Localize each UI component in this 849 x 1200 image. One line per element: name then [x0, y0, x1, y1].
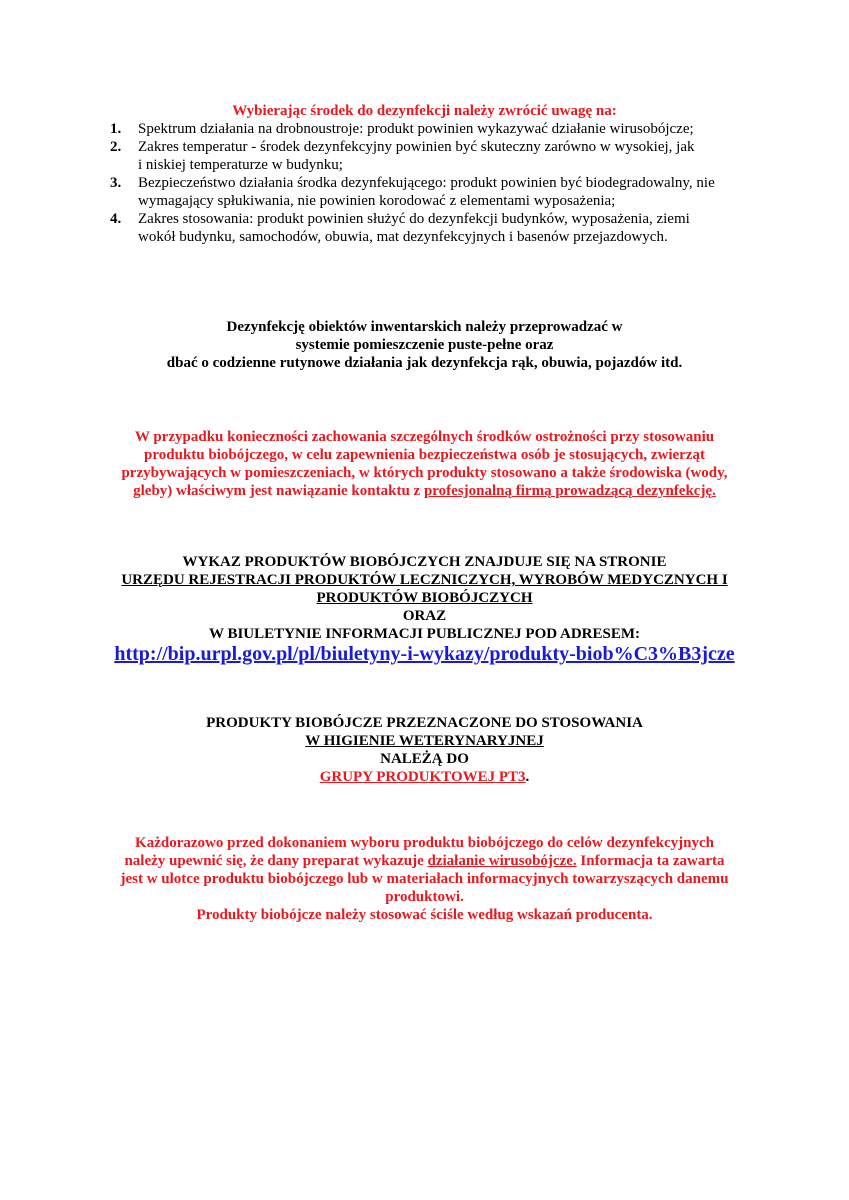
- pt3-line: PRODUKTY BIOBÓJCZE PRZEZNACZONE DO STOSOWANIA: [206, 715, 643, 731]
- warning-line: [0, 482, 849, 500]
- warning-line: produktu biobójczego, w celu zapewnienia bezpieczeństwa osób je stosujących, zwierząt: [144, 447, 705, 463]
- register-line: WYKAZ PRODUKTÓW BIOBÓJCZYCH ZNAJDUJE SIĘ NA STRONIE: [182, 554, 667, 570]
- disinfection-line: dbać o codzienne rutynowe działania jak dezynfekcja rąk, obuwia, pojazdów itd.: [166, 355, 683, 371]
- list-item: [110, 210, 747, 246]
- warning-line-text: gleby) właściwym jest nawiązanie kontaktu z: [133, 483, 424, 499]
- register-office-name: URZĘDU REJESTRACJI PRODUKTÓW LECZNICZYCH, WYROBÓW MEDYCZNYCH I: [121, 572, 728, 588]
- warning-line: przybywających w pomieszczeniach, w których produkty stosowano a także środowiska (wody,: [121, 465, 728, 481]
- list-item-text: i niskiej temperaturze w budynku;: [138, 157, 343, 173]
- list-item: [110, 120, 747, 138]
- register-line: W BIULETYNIE INFORMACJI PUBLICZNEJ POD ADRESEM:: [208, 626, 641, 642]
- pt3-group-name: GRUPY PRODUKTOWEJ PT3: [319, 769, 526, 785]
- list-item-text: Zakres stosowania: produkt powinien służyć do dezynfekcji budynków, wyposażenia, ziemi: [138, 211, 690, 227]
- pt3-line: [0, 768, 849, 786]
- final-line-text: Informacja ta zawarta: [576, 853, 725, 869]
- list-item-number: 3.: [110, 175, 122, 191]
- list-item: [110, 174, 747, 210]
- disinfection-line: systemie pomieszczenie puste-pełne oraz: [295, 337, 554, 353]
- warning-paragraph: [0, 428, 849, 500]
- final-line-text: należy upewnić się, że dany preparat wykazuje: [124, 853, 428, 869]
- list-item-text: Bezpieczeństwo działania środka dezynfekującego: produkt powinien być biodegradowalny, nie: [138, 175, 715, 191]
- list-item: [110, 138, 747, 174]
- pt3-paragraph: [0, 714, 849, 786]
- virucidal-action-text: działanie wirusobójcze.: [427, 853, 577, 869]
- final-line: jest w ulotce produktu biobójczego lub w materiałach informacyjnych towarzyszących danemu: [120, 871, 729, 887]
- list-item-number: 1.: [110, 121, 122, 137]
- disinfection-paragraph: [0, 318, 849, 372]
- list-item-text: Zakres temperatur - środek dezynfekcyjny powinien być skuteczny zarówno w wysokiej, jak: [138, 139, 695, 155]
- list-item-text: wymagający spłukiwania, nie powinien korodować z elementami wyposażenia;: [138, 193, 616, 209]
- final-line: [0, 852, 849, 870]
- list-item-text: Spektrum działania na drobnoustroje: produkt powinien wykazywać działanie wirusobójcze;: [138, 121, 694, 137]
- selection-title: Wybierając środek do dezynfekcji należy zwrócić uwagę na:: [232, 103, 617, 119]
- final-line: Każdorazowo przed dokonaniem wyboru produktu biobójczego do celów dezynfekcyjnych: [135, 835, 714, 851]
- list-item-text: wokół budynku, samochodów, obuwia, mat dezynfekcyjnych i basenów przejazdowych.: [138, 229, 668, 245]
- register-link[interactable]: http://bip.urpl.gov.pl/pl/biuletyny-i-wykazy/produkty-biob%C3%B3jcze: [114, 643, 735, 665]
- register-office-name: PRODUKTÓW BIOBÓJCZYCH: [316, 590, 533, 606]
- pt3-line: NALEŻĄ DO: [380, 751, 469, 767]
- final-line: Produkty biobójcze należy stosować ściśle według wskazań producenta.: [196, 907, 653, 923]
- register-paragraph: [0, 553, 849, 643]
- warning-line: W przypadku konieczności zachowania szczególnych środków ostrożności przy stosowaniu: [134, 429, 715, 445]
- list-item-number: 4.: [110, 211, 122, 227]
- pt3-veterinary-hygiene: W HIGIENIE WETERYNARYJNEJ: [305, 733, 544, 749]
- list-item-number: 2.: [110, 139, 122, 155]
- selection-criteria-list: [110, 120, 747, 246]
- final-line: produktowi.: [385, 889, 464, 905]
- disinfection-line: Dezynfekcję obiektów inwentarskich należy przeprowadzać w: [226, 319, 623, 335]
- professional-company-text: profesjonalną firmą prowadzącą dezynfekcję.: [423, 483, 716, 499]
- register-line: ORAZ: [402, 608, 447, 624]
- final-paragraph: [0, 834, 849, 924]
- pt3-group-suffix: .: [525, 769, 530, 785]
- register-link-block: [0, 643, 849, 665]
